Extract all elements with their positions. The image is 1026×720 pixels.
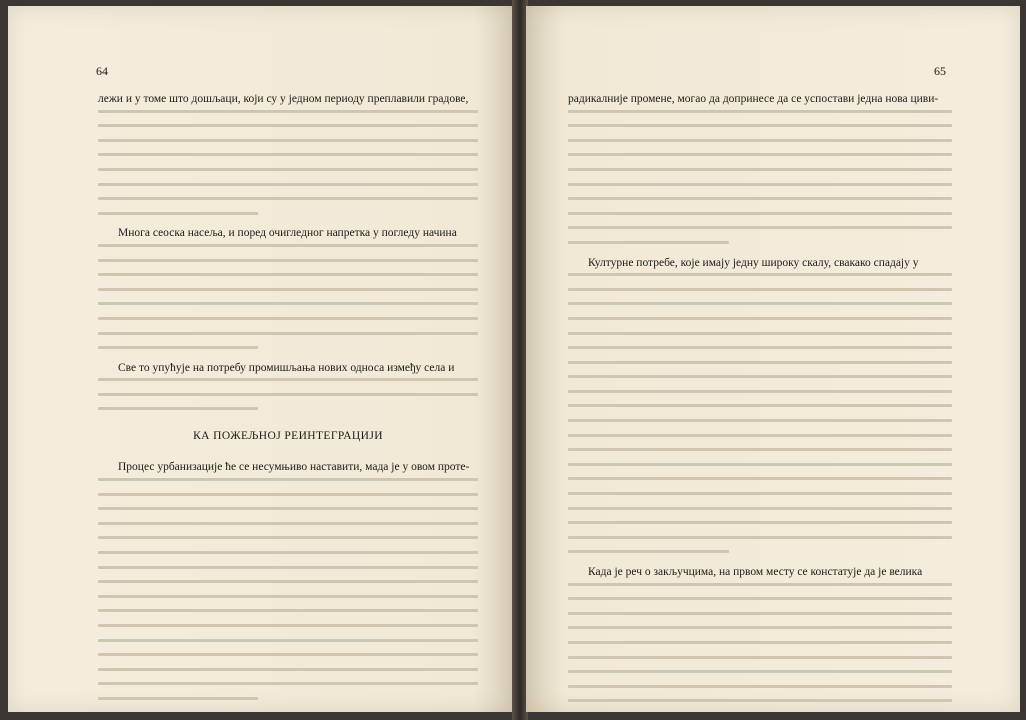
- left-paragraph-4-body: [98, 478, 478, 700]
- left-paragraph-3-body: [98, 378, 478, 410]
- section-heading: КА ПОЖЕЉНОЈ РЕИНТЕГРАЦИЈИ: [193, 430, 383, 443]
- left-paragraph-2-body: [98, 244, 478, 349]
- right-paragraph-2-lead: Културне потребе, које имају једну широку скалу, свакако спадају у: [588, 256, 919, 269]
- right-paragraph-3: [568, 565, 952, 712]
- right-paragraph-3-lead: Када је реч о закључцима, на првом месту се констатује да је велика: [588, 566, 923, 578]
- left-paragraph-3: [98, 361, 478, 411]
- right-paragraph-1: [568, 92, 952, 244]
- right-paragraph-3-body: [568, 583, 952, 712]
- right-paragraph-1-body: [568, 110, 952, 244]
- right-page-number: 65: [934, 64, 946, 78]
- right-paragraph-2: [568, 256, 952, 554]
- left-paragraph-1-lead: лежи и у томе што дошљаци, који су у једном периоду преплавили градове,: [98, 93, 469, 105]
- left-paragraph-1: [98, 92, 478, 215]
- left-page: [8, 6, 514, 712]
- left-paragraph-4: [98, 460, 478, 700]
- left-paragraph-2-lead: Многа сеоска насеља, и поред очигледног напретка у погледу начина: [118, 227, 457, 240]
- left-paragraph-3-lead: Све то упућује на потребу промишљања нових односа између села и: [118, 361, 455, 374]
- left-text-column: [98, 92, 478, 712]
- left-paragraph-1-body: [98, 110, 478, 215]
- right-paragraph-1-lead: радикалније промене, могао да допринесе да се успостави једна нова циви-: [568, 93, 939, 105]
- right-text-column: [568, 92, 952, 712]
- left-paragraph-2: [98, 226, 478, 349]
- right-page: [526, 6, 1020, 712]
- left-page-number: 64: [96, 64, 108, 78]
- left-paragraph-4-lead: Процес урбанизације ће се несумњиво наставити, мада је у овом проте-: [118, 461, 470, 474]
- right-paragraph-2-body: [568, 273, 952, 553]
